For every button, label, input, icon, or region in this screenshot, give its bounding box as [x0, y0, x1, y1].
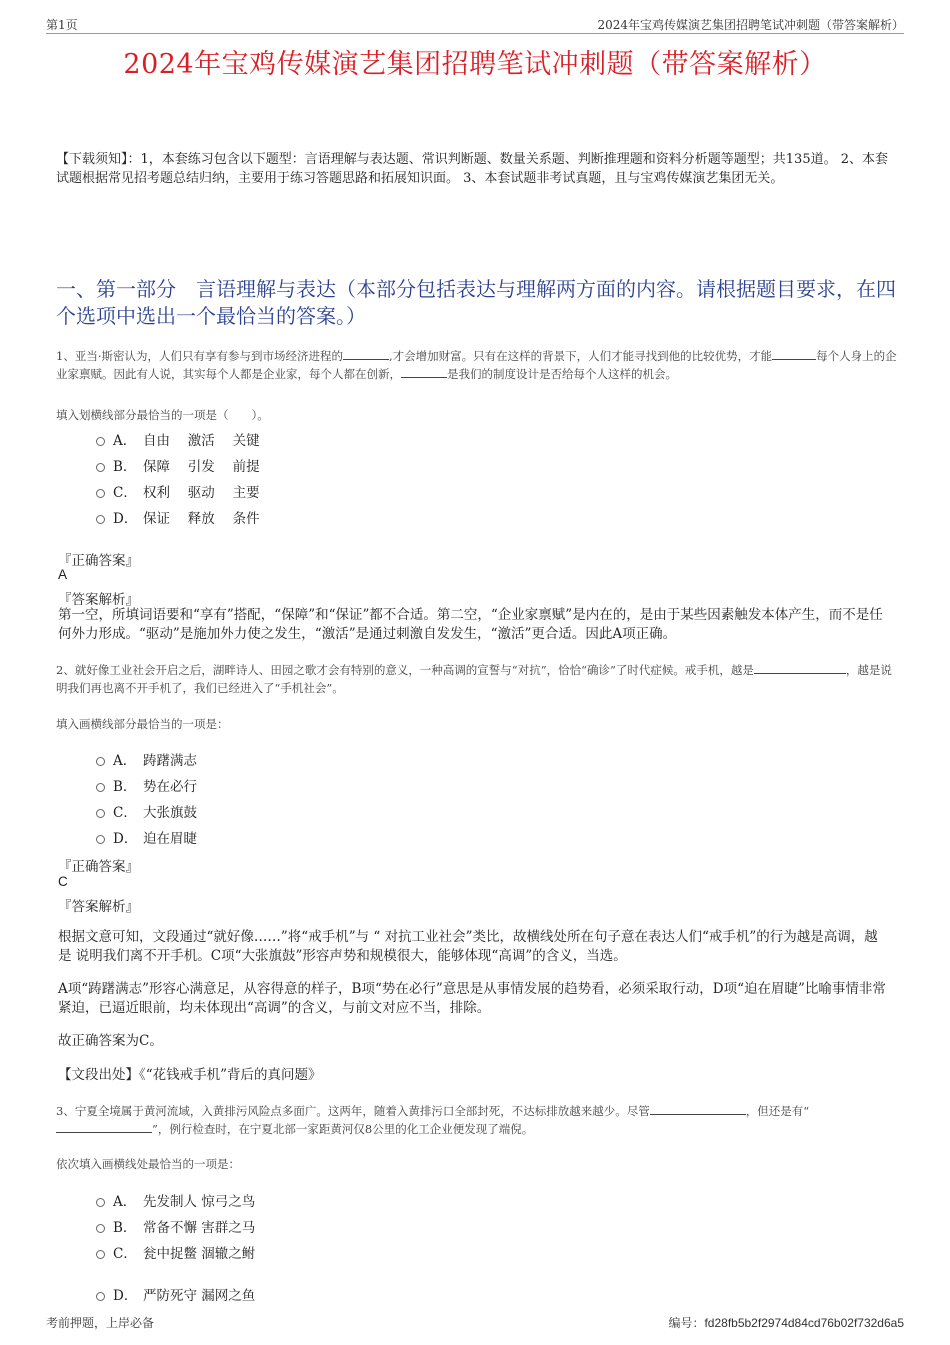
footer-slogan: 考前押题，上岸必备: [46, 1316, 155, 1330]
q2-option-c[interactable]: C． 大张旗鼓: [96, 801, 197, 821]
radio-icon[interactable]: [96, 783, 105, 792]
radio-icon[interactable]: [96, 437, 105, 446]
radio-icon[interactable]: [96, 489, 105, 498]
question-1-stem: 1、亚当·斯密认为，人们只有享有参与到市场经济进程的 ,才会增加财富。只有在这样的背景下，人们才能寻找到他的比较优势，才能 每个人身上的企业家禀赋。因此有人说，其实每个人都是企业家，每个人都在创新， 是我们的制度设计是否给每个人这样的机会。: [56, 349, 897, 381]
q2-analysis-p1: 根据文意可知，文段通过“就好像……”将“戒手机”与 “ 对抗工业社会”类比，故横线处所在句子意在表达人们“戒手机”的行为越是高调，越 是 说明我们离不开手机。C项“大张旗鼓”形容声势和规模很大，能够体现“高调”的含义，当选。: [58, 929, 878, 964]
section-heading: 一、第一部分 言语理解与表达（本部分包括表达与理解两方面的内容。请根据题目要求，在四个选项中选出一个最恰当的答案。）: [56, 277, 896, 328]
q1-answer: A: [58, 567, 68, 582]
q3-option-a[interactable]: A． 先发制人 惊弓之鸟: [96, 1190, 255, 1210]
question-1-prompt: 填入划横线部分最恰当的一项是（ ）。: [56, 408, 269, 422]
radio-icon[interactable]: [96, 463, 105, 472]
question-3-prompt: 依次填入画横线处最恰当的一项是：: [56, 1157, 240, 1171]
q2-answer-label: 『正确答案』: [58, 859, 139, 875]
question-2-stem: 2、就好像工业社会开启之后，湖畔诗人、田园之歌才会有特别的意义，一种高调的宣誓与“对抗”，恰恰“确诊”了时代症候。戒手机，越是 ，越是说明我们再也离不开手机了，我们已经进入了“手机社会”。: [56, 663, 892, 695]
radio-icon[interactable]: [96, 1292, 105, 1301]
q2-analysis-p3: 故正确答案为C。: [58, 1033, 163, 1049]
q2-source: 【文段出处】《“花钱戒手机”背后的真问题》: [58, 1067, 322, 1083]
q1-analysis-label: 『答案解析』: [58, 592, 139, 608]
q2-option-b[interactable]: B． 势在必行: [96, 775, 197, 795]
header-divider: [46, 33, 904, 34]
radio-icon[interactable]: [96, 757, 105, 766]
q3-option-b[interactable]: B． 常备不懈 害群之马: [96, 1216, 255, 1236]
q3-option-d[interactable]: D． 严防死守 漏网之鱼: [96, 1284, 255, 1304]
q2-answer: C: [58, 874, 68, 889]
q1-answer-label: 『正确答案』: [58, 553, 139, 569]
question-2-prompt: 填入画横线部分最恰当的一项是：: [56, 717, 229, 731]
running-title: 2024年宝鸡传媒演艺集团招聘笔试冲刺题（带答案解析）: [597, 18, 904, 32]
radio-icon[interactable]: [96, 1198, 105, 1207]
q3-option-c[interactable]: C． 瓮中捉鳖 涸辙之鲋: [96, 1242, 255, 1262]
q2-analysis-label: 『答案解析』: [58, 899, 139, 915]
radio-icon[interactable]: [96, 835, 105, 844]
radio-icon[interactable]: [96, 809, 105, 818]
q1-option-b[interactable]: B． 保障 引发 前提: [96, 455, 260, 475]
radio-icon[interactable]: [96, 1224, 105, 1233]
footer-code: 编号：fd28fb5b2f2974d84cd76b02f732d6a5: [668, 1316, 904, 1330]
page-number: 第1页: [46, 18, 78, 32]
radio-icon[interactable]: [96, 515, 105, 524]
download-notice: 【下载须知】：1，本套练习包含以下题型：言语理解与表达题、常识判断题、数量关系题、判断推理题和资料分析题等题型；共135道。 2、本套试题根据常见招考题总结归纳，主要用于练习答题思路和拓展知识面。 3、本套试题非考试真题，且与宝鸡传媒演艺集团无关。: [56, 152, 888, 186]
q2-analysis-p2: A项“踌躇满志”形容心满意足，从容得意的样子，B项“势在必行”意思是从事情发展的趋势看，必须采取行动，D项“迫在眉睫”比喻事情非常紧迫，已逼近眼前，均未体现出“高调”的含义，与前文对应不当，排除。: [58, 981, 886, 1016]
q2-option-d[interactable]: D． 迫在眉睫: [96, 827, 197, 847]
question-3-stem: 3、宁夏全境属于黄河流域，入黄排污风险点多面广。这两年，随着入黄排污口全部封死，不达标排放越来越少。尽管 ，但还是有“”，例行检查时，在宁夏北部一家距黄河仅8公里的化工企业便发现了端倪。: [56, 1104, 810, 1136]
q1-option-d[interactable]: D． 保证 释放 条件: [96, 507, 260, 527]
q1-option-a[interactable]: A． 自由 激活 关键: [96, 429, 260, 449]
q1-option-c[interactable]: C． 权利 驱动 主要: [96, 481, 260, 501]
radio-icon[interactable]: [96, 1250, 105, 1259]
q1-analysis: 第一空，所填词语要和“享有”搭配，“保障”和“保证”都不合适。第二空，“企业家禀赋”是内在的，是由于某些因素触发本体产生，而不是任何外力形成。“驱动”是施加外力使之发生，“激活”是通过刺激自发发生，“激活”更合适。因此A项正确。: [58, 607, 883, 642]
page-title: 2024年宝鸡传媒演艺集团招聘笔试冲刺题（带答案解析）: [123, 49, 827, 80]
q2-option-a[interactable]: A． 踌躇满志: [96, 749, 197, 769]
